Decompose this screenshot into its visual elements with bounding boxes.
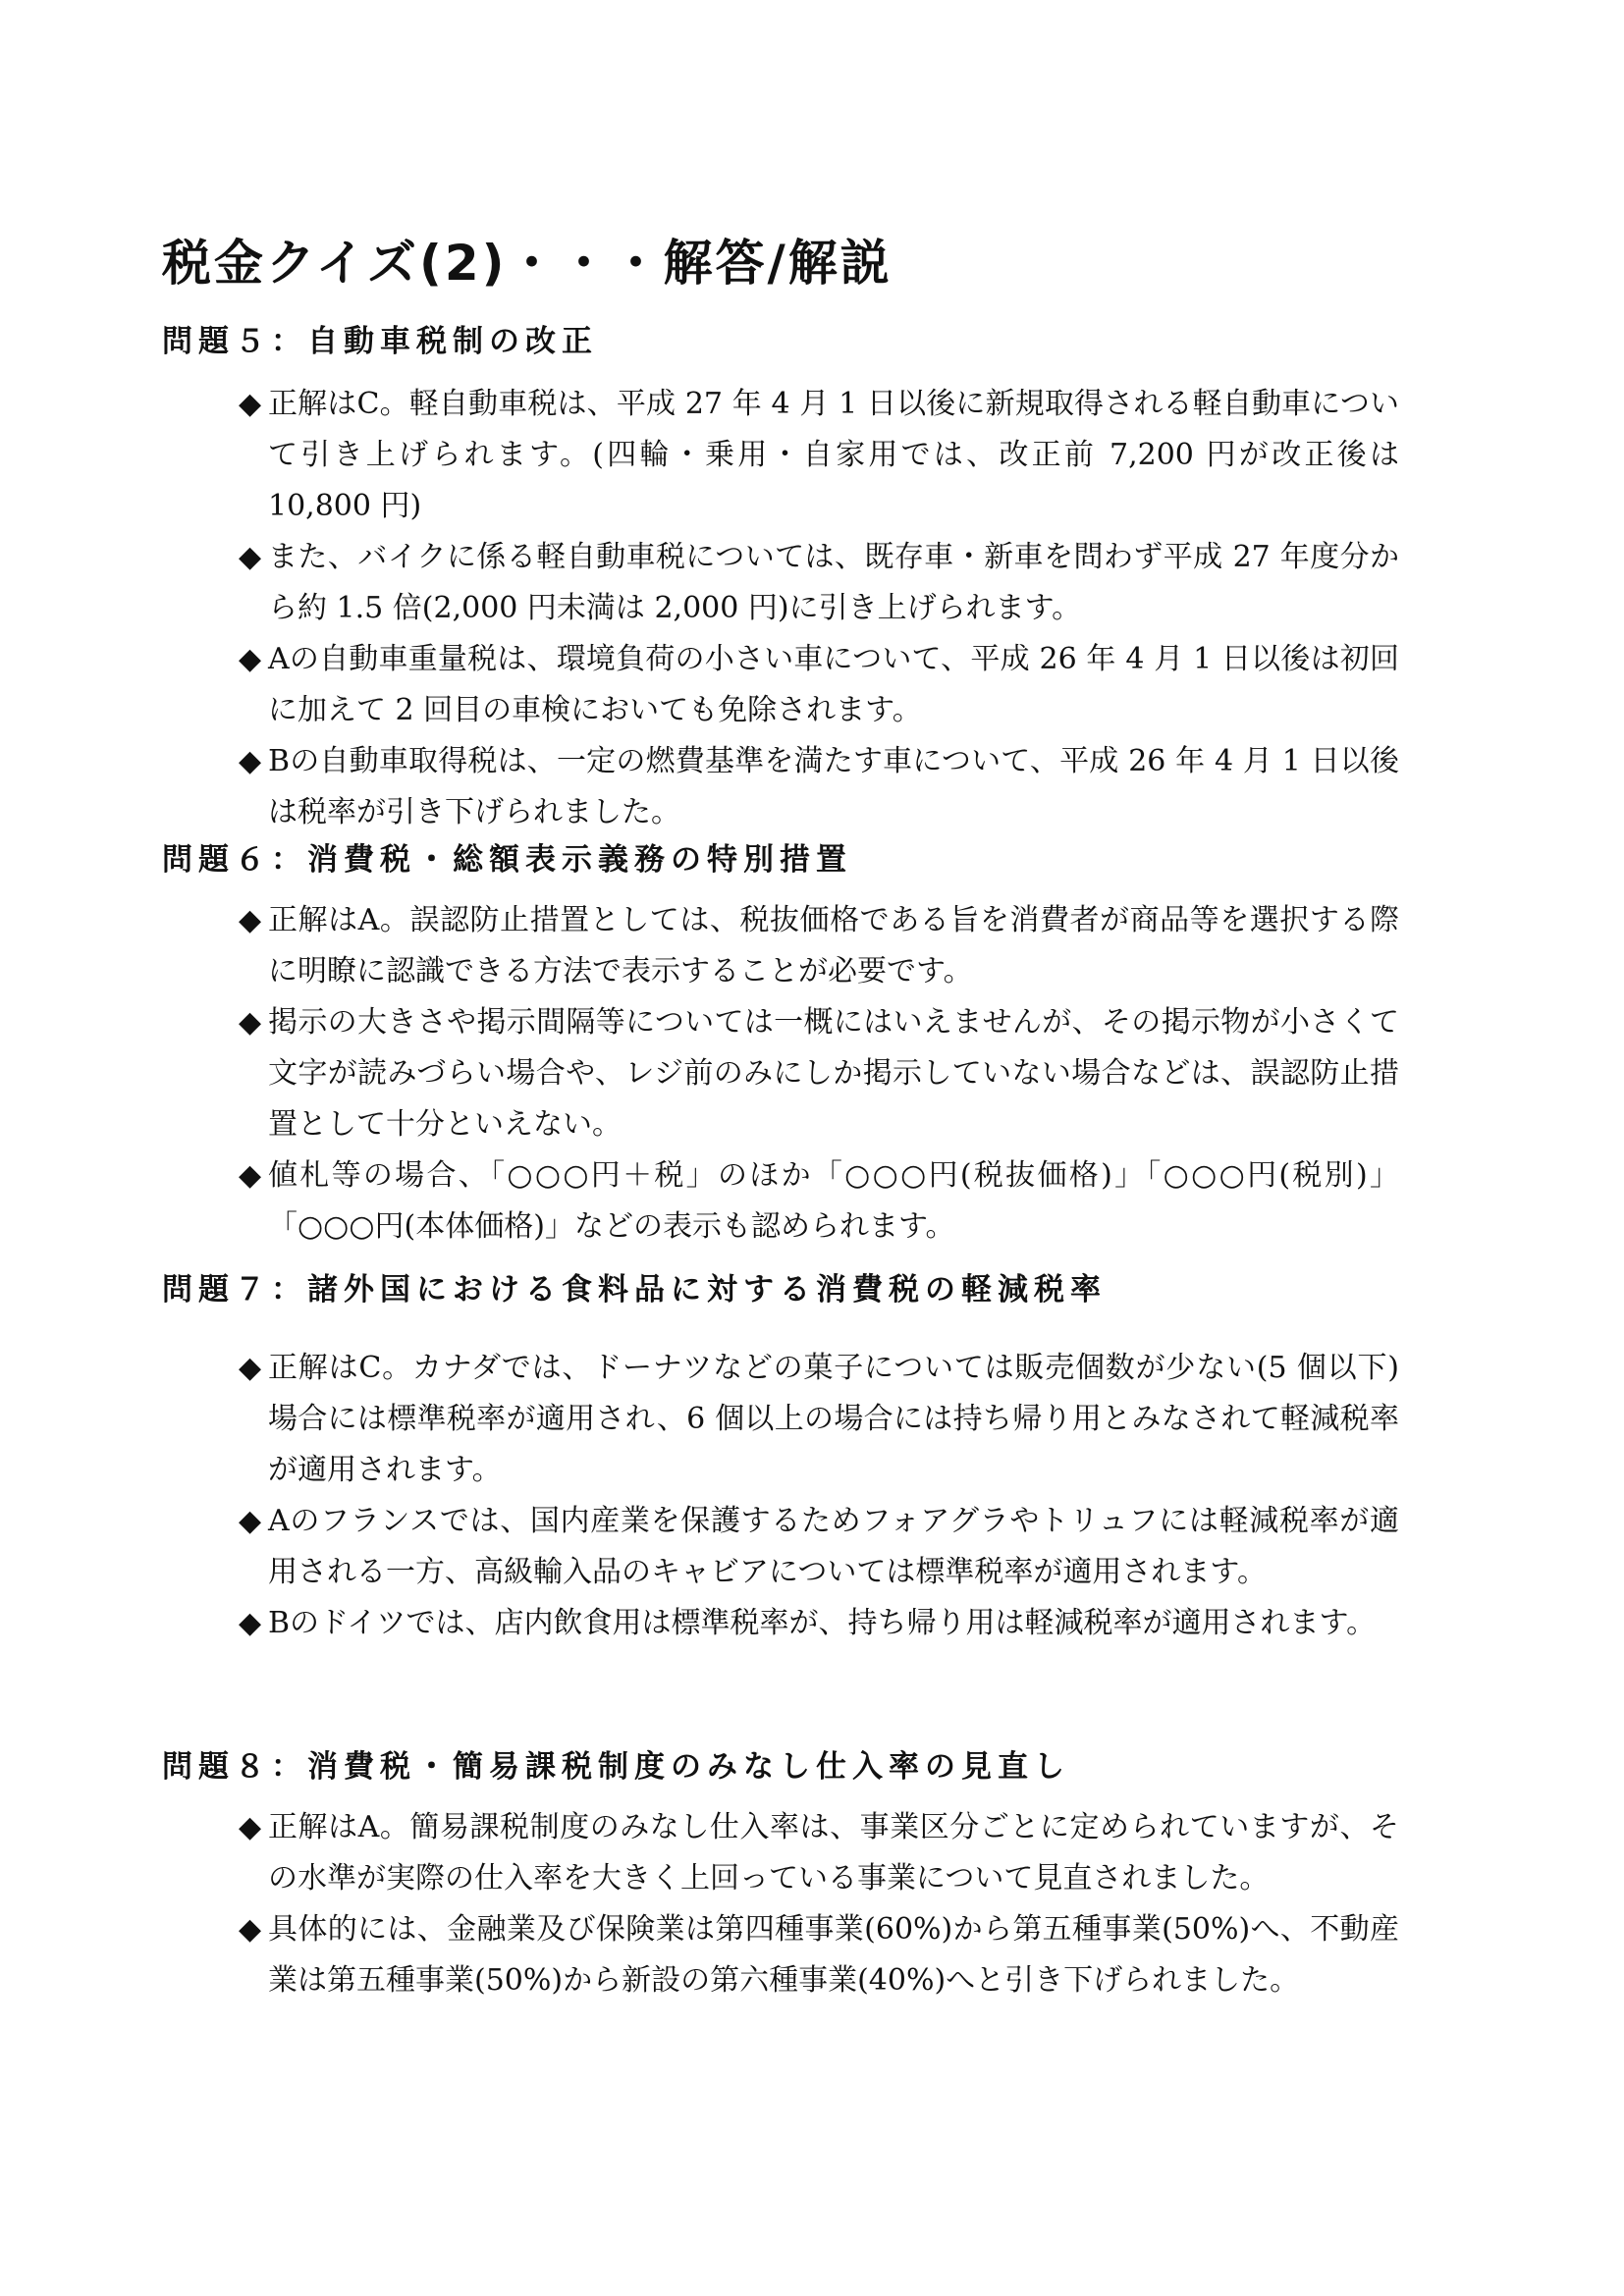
bullet-item	[162, 379, 1399, 532]
bullet-item	[162, 895, 1399, 997]
diamond-bullet-icon: ◆	[239, 1351, 262, 1385]
section-heading: 問題５：自動車税制の改正	[162, 324, 598, 359]
bullet-item	[162, 1802, 1399, 1904]
bullet-text: 正解はC。軽自動車税は、平成 27 年 4 月 1 日以後に新規取得される軽自動車について引き上げられます。(四輪・乗用・自家用では、改正前 7,200 円が改正後は 10,800 円)	[268, 387, 1399, 523]
section-question-8	[162, 1747, 1468, 2006]
bullet-text: 具体的には、金融業及び保険業は第四種事業(60%)から第五種事業(50%)へ、不動産業は第五種事業(50%)から新設の第六種事業(40%)へと引き下げられました。	[268, 1912, 1399, 1998]
section-question-6	[162, 840, 1468, 1253]
diamond-bullet-icon: ◆	[239, 387, 262, 421]
diamond-bullet-icon: ◆	[239, 1005, 262, 1040]
bullet-text: Aのフランスでは、国内産業を保護するためフォアグラやトリュフには軽減税率が適用される一方、高級輸入品のキャビアについては標準税率が適用されます。	[268, 1504, 1399, 1589]
bullet-text: また、バイクに係る軽自動車税については、既存車・新車を問わず平成 27 年度分から約 1.5 倍(2,000 円未満は 2,000 円)に引き上げられます。	[268, 540, 1399, 625]
bullet-text: 正解はC。カナダでは、ドーナツなどの菓子については販売個数が少ない(5 個以下)場合には標準税率が適用され、6 個以上の場合には持ち帰り用とみなされて軽減税率が適用されます。	[268, 1351, 1399, 1487]
section-heading: 問題７：諸外国における食料品に対する消費税の軽減税率	[162, 1272, 1107, 1308]
section-question-5	[162, 322, 1468, 838]
bullet-list	[162, 1802, 1468, 2006]
bullet-list	[162, 379, 1468, 838]
section-question-7	[162, 1270, 1468, 1649]
diamond-bullet-icon: ◆	[239, 903, 262, 937]
bullet-text: Bの自動車取得税は、一定の燃費基準を満たす車について、平成 26 年 4 月 1 日以後は税率が引き下げられました。	[268, 744, 1399, 829]
diamond-bullet-icon: ◆	[239, 540, 262, 574]
bullet-text: Bのドイツでは、店内飲食用は標準税率が、持ち帰り用は軽減税率が適用されます。	[268, 1606, 1377, 1640]
bullet-item	[162, 1598, 1399, 1649]
bullet-item	[162, 532, 1399, 634]
bullet-item	[162, 736, 1399, 838]
page-title: 税金クイズ(2)・・・解答/解説	[162, 235, 893, 292]
bullet-text: 掲示の大きさや掲示間隔等については一概にはいえませんが、その掲示物が小さくて文字が読みづらい場合や、レジ前のみにしか掲示していない場合などは、誤認防止措置として十分といえない。	[268, 1005, 1399, 1142]
diamond-bullet-icon: ◆	[239, 1158, 262, 1193]
bullet-item	[162, 1904, 1399, 2006]
bullet-item	[162, 1496, 1399, 1598]
diamond-bullet-icon: ◆	[239, 1810, 262, 1844]
bullet-list	[162, 895, 1468, 1253]
diamond-bullet-icon: ◆	[239, 1912, 262, 1947]
bullet-text: 正解はA。誤認防止措置としては、税抜価格である旨を消費者が商品等を選択する際に明瞭に認識できる方法で表示することが必要です。	[268, 903, 1399, 988]
bullet-text: Aの自動車重量税は、環境負荷の小さい車について、平成 26 年 4 月 1 日以後は初回に加えて 2 回目の車検においても免除されます。	[268, 642, 1399, 727]
bullet-item	[162, 1150, 1399, 1253]
bullet-item	[162, 997, 1399, 1150]
bullet-list	[162, 1343, 1468, 1649]
diamond-bullet-icon: ◆	[239, 642, 262, 676]
diamond-bullet-icon: ◆	[239, 744, 262, 778]
diamond-bullet-icon: ◆	[239, 1606, 262, 1640]
section-heading: 問題６：消費税・総額表示義務の特別措置	[162, 842, 852, 878]
bullet-text: 正解はA。簡易課税制度のみなし仕入率は、事業区分ごとに定められていますが、その水準が実際の仕入率を大きく上回っている事業について見直されました。	[268, 1810, 1399, 1896]
bullet-text: 値札等の場合、「○○○円＋税」のほか「○○○円(税抜価格)」「○○○円(税別)」「○○○円(本体価格)」などの表示も認められます。	[268, 1158, 1399, 1244]
diamond-bullet-icon: ◆	[239, 1504, 262, 1538]
section-heading: 問題８：消費税・簡易課税制度のみなし仕入率の見直し	[162, 1749, 1070, 1785]
bullet-item	[162, 1343, 1399, 1496]
bullet-item	[162, 634, 1399, 736]
